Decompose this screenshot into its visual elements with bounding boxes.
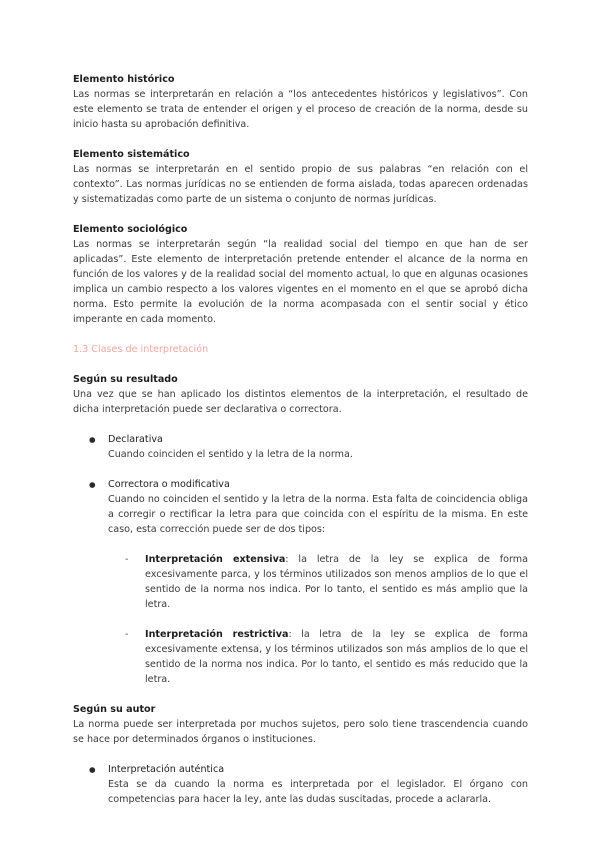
paragraph-autor: La norma puede ser interpretada por muchos sujetos, pero solo tiene trascendencia cuando se hace por determinados órganos o instituciones. xyxy=(73,719,528,745)
list-correctora-tipos xyxy=(108,552,528,687)
item-text-correctora: Cuando no coinciden el sentido y la letra de la norma. Esta falta de coincidencia obliga a corregir o rectificar la letra para que coincida con el espíritu de la misma. En este caso, esta corrección puede ser de dos tipos: xyxy=(108,494,528,535)
list-resultado xyxy=(73,432,528,687)
item-text-declarativa: Cuando coinciden el sentido y la letra de la norma. xyxy=(108,449,353,460)
list-item-autentica xyxy=(108,762,528,807)
heading-sociologico: Elemento sociológico xyxy=(73,224,188,235)
heading-sistematico: Elemento sistemático xyxy=(73,149,190,160)
list-item-restrictiva xyxy=(145,627,528,687)
item-text-autentica: Esta se da cuando la norma es interpretada por el legislador. El órgano con competencias para hacer la ley, ante las dudas suscitadas, procede a aclararla. xyxy=(108,779,528,805)
section-historico xyxy=(73,72,528,132)
section-title-clases: 1.3 Clases de interpretación xyxy=(73,344,209,355)
heading-autor: Según su autor xyxy=(73,704,156,715)
text-restrictiva: : la letra de la ley se explica de forma excesivamente extensa, y los términos utilizados son más amplios de lo que el sentido de la norma nos indica. Por lo tanto, el sentido es más reducido que la letra. xyxy=(145,629,528,685)
list-item-extensiva xyxy=(145,552,528,612)
paragraph-resultado: Una vez que se han aplicado los distintos elementos de la interpretación, el resultado de dicha interpretación puede ser declarativa o correctora. xyxy=(73,389,528,415)
list-item-correctora xyxy=(108,477,528,687)
section-sistematico xyxy=(73,147,528,207)
item-title-autentica: ● Interpretación auténtica xyxy=(108,764,225,775)
paragraph-sociologico: Las normas se interpretarán según “la realidad social del tiempo en que han de ser aplicadas”. Este elemento de interpretación pretende entender el alcance de la norma en función de los valores y de la realidad social del momento actual, lo que en algunas ocasiones implica un cambio respecto a los valores vigentes en el momento en el que se aprobó dicha norma. Esto permite la evolución de la norma acompasada con el sentir social y ético imperante en cada momento. xyxy=(73,239,528,325)
item-title-correctora: ● Correctora o modificativa xyxy=(108,479,230,490)
heading-resultado: Según su resultado xyxy=(73,374,178,385)
heading-historico: Elemento histórico xyxy=(73,74,175,85)
section-resultado xyxy=(73,372,528,687)
paragraph-historico: Las normas se interpretarán en relación a “los antecedentes históricos y legislativos”. Con este elemento se trata de entender el origen y el proceso de creación de la norma, desde su inicio hasta su aprobación definitiva. xyxy=(73,89,528,130)
section-autor xyxy=(73,702,528,807)
term-restrictiva: Interpretación restrictiva xyxy=(145,629,289,640)
text-extensiva: : la letra de la ley se explica de forma excesivamente parca, y los términos utilizados son menos amplios de lo que el sentido de la norma nos indica. Por lo tanto, el sentido es más amplio que la letra. xyxy=(145,554,528,610)
list-item-declarativa xyxy=(108,432,528,462)
list-autor xyxy=(73,762,528,807)
section-sociologico xyxy=(73,222,528,327)
term-extensiva: Interpretación extensiva xyxy=(145,554,286,565)
item-title-declarativa: ● Declarativa xyxy=(108,434,163,445)
paragraph-sistematico: Las normas se interpretarán en el sentido propio de sus palabras “en relación con el contexto”. Las normas jurídicas no se entienden de forma aislada, todas aparecen ordenadas y sistematizadas como parte de un sistema o conjunto de normas jurídicas. xyxy=(73,164,528,205)
